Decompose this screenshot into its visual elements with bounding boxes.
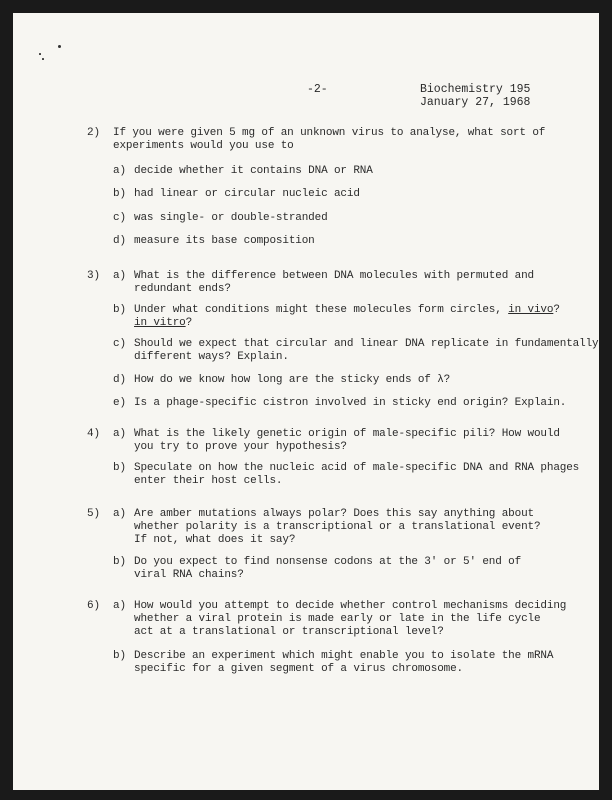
part-text: What is the likely genetic origin of male-specific pili? How would — [134, 428, 560, 440]
part-text: enter their host cells. — [134, 475, 283, 487]
part-label: a) — [113, 428, 126, 440]
latin-term: in vivo — [508, 304, 554, 316]
paper-speck — [42, 58, 44, 60]
part-label: c) — [113, 338, 126, 350]
part-text: you try to prove your hypothesis? — [134, 441, 347, 453]
document-page — [13, 13, 599, 790]
question-stem: experiments would you use to — [113, 140, 294, 152]
course-title: Biochemistry 195 — [420, 83, 531, 96]
part-label: b) — [113, 462, 126, 474]
part-text: Are amber mutations always polar? Does this say anything about — [134, 508, 534, 520]
part-label: e) — [113, 397, 126, 409]
part-text: measure its base composition — [134, 235, 315, 247]
text-segment: ? — [553, 304, 560, 316]
question-number: 5) — [87, 508, 100, 520]
part-label: c) — [113, 212, 126, 224]
paper-speck — [58, 45, 61, 48]
part-text: had linear or circular nucleic acid — [134, 188, 360, 200]
question-number: 3) — [87, 270, 100, 282]
part-text: Do you expect to find nonsense codons at the 3' or 5' end of — [134, 556, 522, 568]
part-text: What is the difference between DNA molecules with permuted and — [134, 270, 534, 282]
paper-speck — [39, 53, 41, 55]
part-text: If not, what does it say? — [134, 534, 296, 546]
part-text: How would you attempt to decide whether control mechanisms deciding — [134, 600, 567, 612]
part-label: d) — [113, 374, 126, 386]
part-text: whether polarity is a transcriptional or a translational event? — [134, 521, 541, 533]
text-segment: ? — [185, 317, 193, 329]
part-text: act at a translational or transcriptional level? — [134, 626, 444, 638]
part-label: b) — [113, 304, 126, 316]
part-label: d) — [113, 235, 126, 247]
part-text: whether a viral protein is made early or late in the life cycle — [134, 613, 541, 625]
text-segment: Under what conditions might these molecules form circles, — [134, 304, 509, 316]
part-label: b) — [113, 556, 126, 568]
question-number: 4) — [87, 428, 100, 440]
part-label: b) — [113, 188, 126, 200]
part-text: Describe an experiment which might enable you to isolate the mRNA — [134, 650, 554, 662]
part-label: b) — [113, 650, 126, 662]
part-text: redundant ends? — [134, 283, 231, 295]
part-label: a) — [113, 270, 126, 282]
part-text: different ways? Explain. — [134, 351, 289, 363]
part-text: viral RNA chains? — [134, 569, 244, 581]
part-label: a) — [113, 165, 126, 177]
part-label: a) — [113, 600, 126, 612]
part-text: decide whether it contains DNA or RNA — [134, 165, 373, 177]
part-text: How do we know how long are the sticky ends of λ? — [134, 374, 451, 386]
document-date: January 27, 1968 — [420, 96, 531, 109]
part-text: Is a phage-specific cistron involved in sticky end origin? Explain. — [134, 397, 567, 409]
latin-term: in vitro — [134, 317, 186, 329]
question-number: 6) — [87, 600, 100, 612]
question-number: 2) — [87, 127, 100, 139]
page-number: -2- — [307, 83, 328, 96]
part-text — [134, 317, 192, 329]
part-text: Speculate on how the nucleic acid of male-specific DNA and RNA phages — [134, 462, 580, 474]
part-text: specific for a given segment of a virus chromosome. — [134, 663, 464, 675]
part-label: a) — [113, 508, 126, 520]
question-stem: If you were given 5 mg of an unknown virus to analyse, what sort of — [113, 127, 546, 139]
part-text: was single- or double-stranded — [134, 212, 328, 224]
part-text: Should we expect that circular and linear DNA replicate in fundamentally — [134, 338, 599, 350]
part-text — [134, 304, 560, 316]
